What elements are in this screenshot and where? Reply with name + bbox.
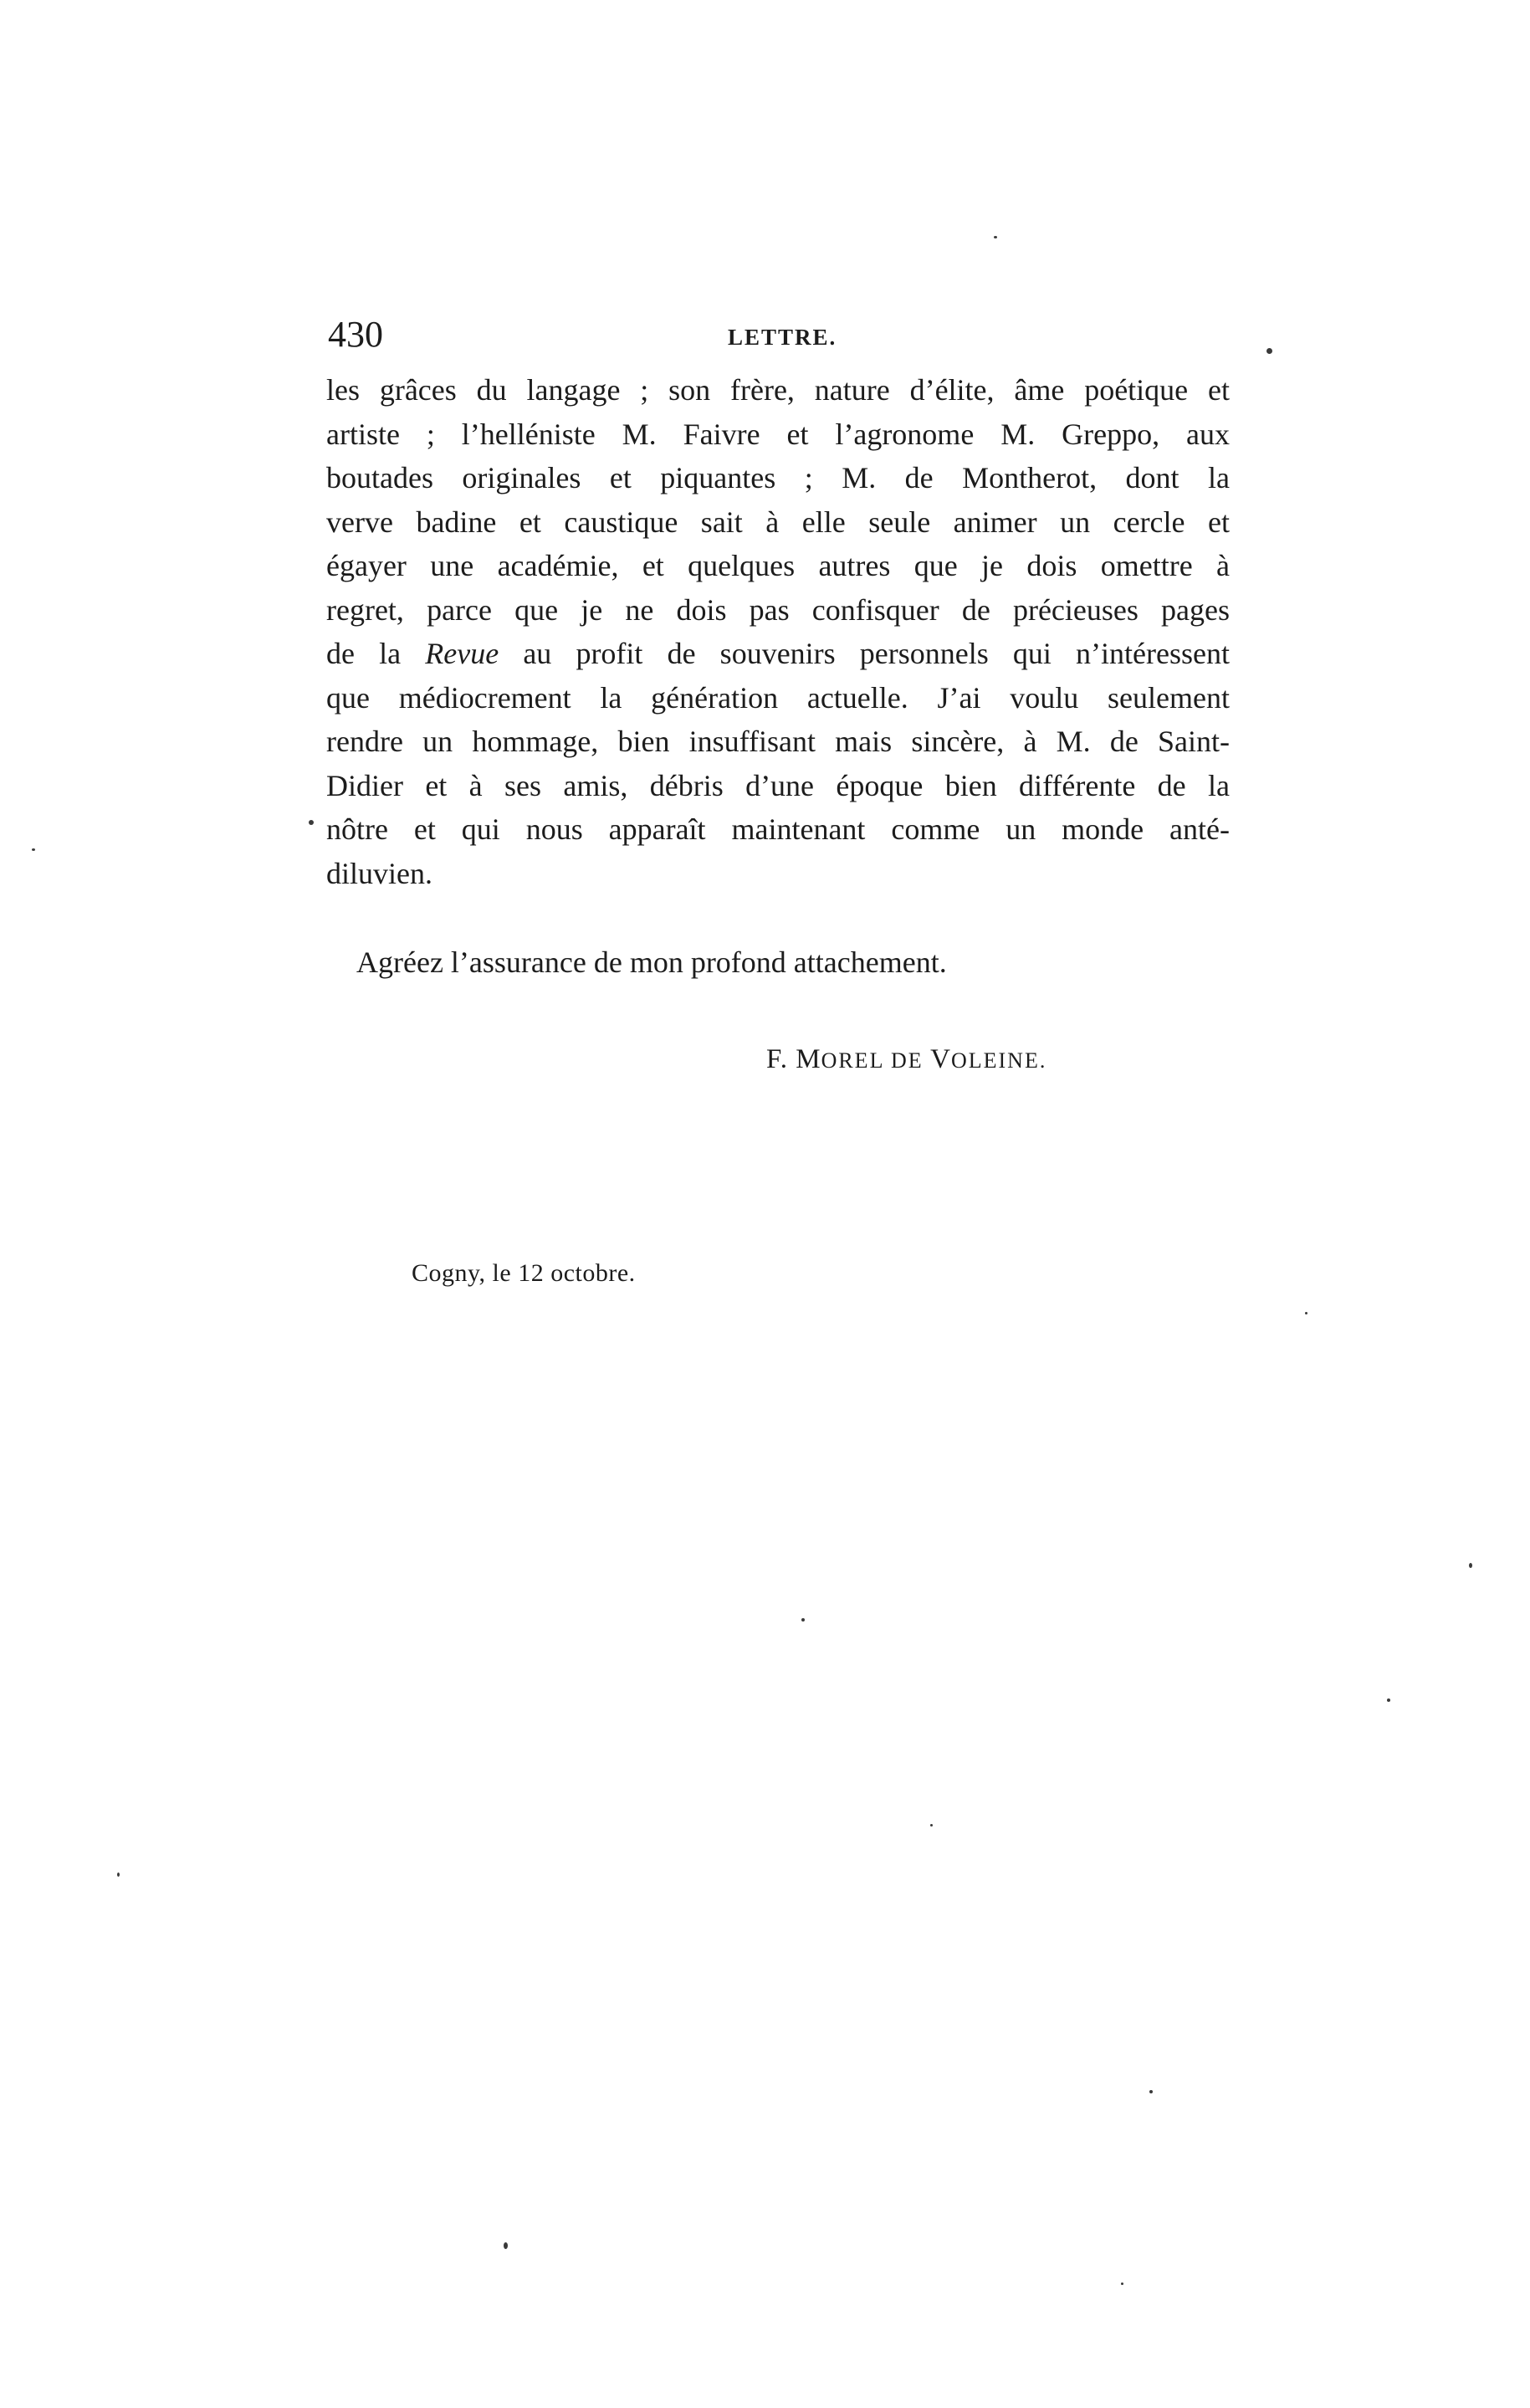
text-line: égayer une académie, et quelques autres que je dois omettre à: [326, 549, 1230, 582]
signature-small-caps: OLEINE.: [950, 1048, 1047, 1073]
text-line: diluvien.: [326, 856, 432, 890]
print-speck: [801, 1618, 805, 1622]
page-header: [328, 310, 1231, 360]
text-segment: de la: [326, 637, 426, 670]
signature-capital: V: [930, 1044, 951, 1074]
text-line: rendre un hommage, bien insuffisant mais sincère, à M. de Saint-: [326, 725, 1230, 758]
print-speck: [32, 848, 35, 851]
print-speck: [1149, 2090, 1153, 2093]
text-line: [326, 632, 1230, 676]
page-number: 430: [328, 314, 383, 355]
letter-body: [326, 368, 1230, 895]
print-speck: [504, 2242, 508, 2249]
print-speck: [1387, 1698, 1390, 1702]
print-speck: [994, 236, 997, 238]
print-speck: [1266, 348, 1272, 354]
text-line: artiste ; l’helléniste M. Faivre et l’agronome M. Greppo, aux: [326, 417, 1230, 451]
print-speck: [930, 1824, 933, 1826]
text-line: verve badine et caustique sait à elle seule animer un cercle et: [326, 505, 1230, 539]
dateline: Cogny, le 12 octobre.: [412, 1259, 636, 1287]
text-line: boutades originales et piquantes ; M. de Montherot, dont la: [326, 461, 1230, 494]
print-speck: [1121, 2282, 1123, 2285]
signature: [766, 1036, 1046, 1084]
text-line: que médiocrement la génération actuelle. J’ai voulu seulement: [326, 680, 1230, 715]
text-line: les grâces du langage ; son frère, nature d’élite, âme poétique et: [326, 373, 1230, 407]
text-line: regret, parce que je ne dois pas confisquer de précieuses pages: [326, 592, 1230, 627]
journal-title: Revue: [425, 637, 499, 670]
signature-initial: F. M: [766, 1044, 821, 1074]
text-line: nôtre et qui nous apparaît maintenant comme un monde anté-: [326, 812, 1230, 846]
running-title: LETTRE.: [728, 325, 837, 350]
closing-salutation: Agréez l’assurance de mon profond attachement.: [356, 945, 947, 979]
print-speck: [1305, 1312, 1307, 1314]
print-speck: [117, 1873, 120, 1877]
print-speck: [1469, 1563, 1472, 1568]
signature-small-caps: OREL DE: [821, 1048, 931, 1073]
text-segment: au profit de souvenirs personnels qui n’intéressent: [499, 637, 1230, 670]
text-line: Didier et à ses amis, débris d’une époque bien différente de la: [326, 768, 1230, 802]
print-speck: [309, 820, 314, 825]
